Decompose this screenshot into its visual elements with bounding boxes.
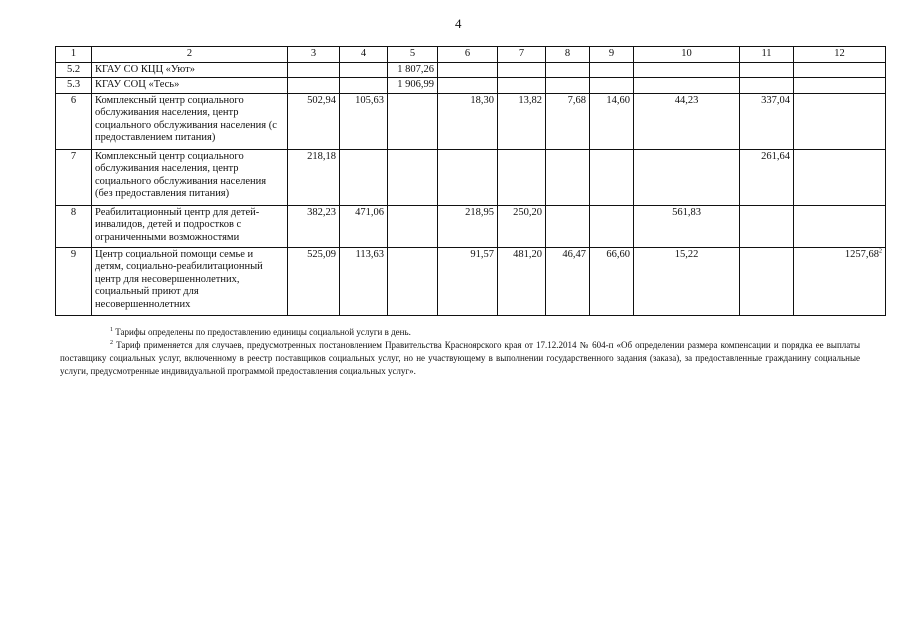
cell-col10: 15,22 (634, 247, 740, 315)
footnote-1-mark: 1 (110, 327, 113, 333)
cell-col6: 18,30 (438, 93, 498, 149)
cell-col4 (340, 149, 388, 205)
cell-col12 (794, 149, 886, 205)
cell-col11 (740, 78, 794, 94)
row-number: 6 (56, 93, 92, 149)
cell-col3: 218,18 (288, 149, 340, 205)
table-row (56, 149, 886, 205)
cell-col12 (794, 205, 886, 247)
row-number: 5.2 (56, 62, 92, 78)
cell-col3 (288, 78, 340, 94)
cell-col10 (634, 149, 740, 205)
cell-col8 (546, 62, 590, 78)
cell-col7: 13,82 (498, 93, 546, 149)
cell-col5 (388, 149, 438, 205)
institution-name: Центр социальной помощи семье и детям, социально-реабилитационный центр для несовершеннолетних, социальный приют для несовершеннолетних (92, 247, 288, 315)
cell-col5 (388, 205, 438, 247)
cell-col7 (498, 149, 546, 205)
header-cell: 12 (794, 47, 886, 63)
header-cell: 4 (340, 47, 388, 63)
cell-col3: 382,23 (288, 205, 340, 247)
cell-col9: 66,60 (590, 247, 634, 315)
cell-col8 (546, 78, 590, 94)
cell-col12 (794, 247, 886, 315)
table-header-row (56, 47, 886, 63)
cell-col4 (340, 62, 388, 78)
cell-col12 (794, 93, 886, 149)
cell-col11: 337,04 (740, 93, 794, 149)
cell-col12-value: 1257,68 (844, 248, 879, 260)
cell-col9 (590, 62, 634, 78)
cell-col4: 471,06 (340, 205, 388, 247)
cell-col6: 91,57 (438, 247, 498, 315)
footnote-1-text: Тарифы определены по предоставлению единицы социальной услуги в день. (115, 327, 411, 337)
footnote-2-text: Тариф применяется для случаев, предусмотренных постановлением Правительства Красноярского края от 17.12.2014 № 604-п «Об определении размера компенсации и порядка ее выплаты поставщику социальных услуг, включенному в реестр поставщиков социальных услуг, но не участвующему в выполнении государственного задания (заказа), за предоставленные гражданину социальные услуги, предусмотренные индивидуальной программой предоставления социальных услуг». (60, 340, 861, 376)
header-cell: 8 (546, 47, 590, 63)
cell-col3: 502,94 (288, 93, 340, 149)
cell-col4: 113,63 (340, 247, 388, 315)
cell-col5: 1 906,99 (388, 78, 438, 94)
header-cell: 7 (498, 47, 546, 63)
cell-col7: 250,20 (498, 205, 546, 247)
header-cell: 9 (590, 47, 634, 63)
header-cell: 10 (634, 47, 740, 63)
institution-name: Реабилитационный центр для детей-инвалидов, детей и подростков с ограниченными возможностями (92, 205, 288, 247)
footnote-2-mark: 2 (110, 340, 113, 346)
table-row (56, 247, 886, 315)
cell-col5 (388, 247, 438, 315)
cell-col6: 218,95 (438, 205, 498, 247)
footnote-ref: 2 (879, 248, 882, 254)
cell-col6 (438, 62, 498, 78)
header-cell: 1 (56, 47, 92, 63)
header-cell: 2 (92, 47, 288, 63)
cell-col10: 561,83 (634, 205, 740, 247)
table-row (56, 78, 886, 94)
cell-col4: 105,63 (340, 93, 388, 149)
institution-name: КГАУ СО КЦЦ «Уют» (92, 62, 288, 78)
footnotes (60, 326, 860, 378)
header-cell: 6 (438, 47, 498, 63)
cell-col5 (388, 93, 438, 149)
cell-col12 (794, 62, 886, 78)
table-row (56, 205, 886, 247)
cell-col9: 14,60 (590, 93, 634, 149)
cell-col8 (546, 205, 590, 247)
row-number: 9 (56, 247, 92, 315)
cell-col8: 7,68 (546, 93, 590, 149)
cell-col11 (740, 205, 794, 247)
header-cell: 5 (388, 47, 438, 63)
cell-col6 (438, 149, 498, 205)
cell-col10 (634, 62, 740, 78)
cell-col12 (794, 78, 886, 94)
cell-col7 (498, 78, 546, 94)
cell-col8: 46,47 (546, 247, 590, 315)
tariff-table (55, 46, 886, 316)
header-cell: 3 (288, 47, 340, 63)
table-row (56, 93, 886, 149)
cell-col11: 261,64 (740, 149, 794, 205)
footnote-1 (60, 326, 860, 339)
institution-name: Комплексный центр социального обслуживания населения, центр социального обслуживания населения (без предоставления питания) (92, 149, 288, 205)
page-number: 4 (455, 16, 462, 31)
table-row (56, 62, 886, 78)
cell-col10: 44,23 (634, 93, 740, 149)
cell-col9 (590, 149, 634, 205)
cell-col7 (498, 62, 546, 78)
row-number: 8 (56, 205, 92, 247)
cell-col8 (546, 149, 590, 205)
cell-col9 (590, 78, 634, 94)
cell-col4 (340, 78, 388, 94)
cell-col11 (740, 247, 794, 315)
cell-col7: 481,20 (498, 247, 546, 315)
institution-name: Комплексный центр социального обслуживания населения, центр социального обслуживания населения (с предоставлением питания) (92, 93, 288, 149)
header-cell: 11 (740, 47, 794, 63)
cell-col10 (634, 78, 740, 94)
cell-col5: 1 807,26 (388, 62, 438, 78)
row-number: 5.3 (56, 78, 92, 94)
row-number: 7 (56, 149, 92, 205)
cell-col9 (590, 205, 634, 247)
cell-col6 (438, 78, 498, 94)
cell-col11 (740, 62, 794, 78)
footnote-2 (60, 339, 860, 378)
cell-col3: 525,09 (288, 247, 340, 315)
institution-name: КГАУ СОЦ «Тесь» (92, 78, 288, 94)
cell-col3 (288, 62, 340, 78)
